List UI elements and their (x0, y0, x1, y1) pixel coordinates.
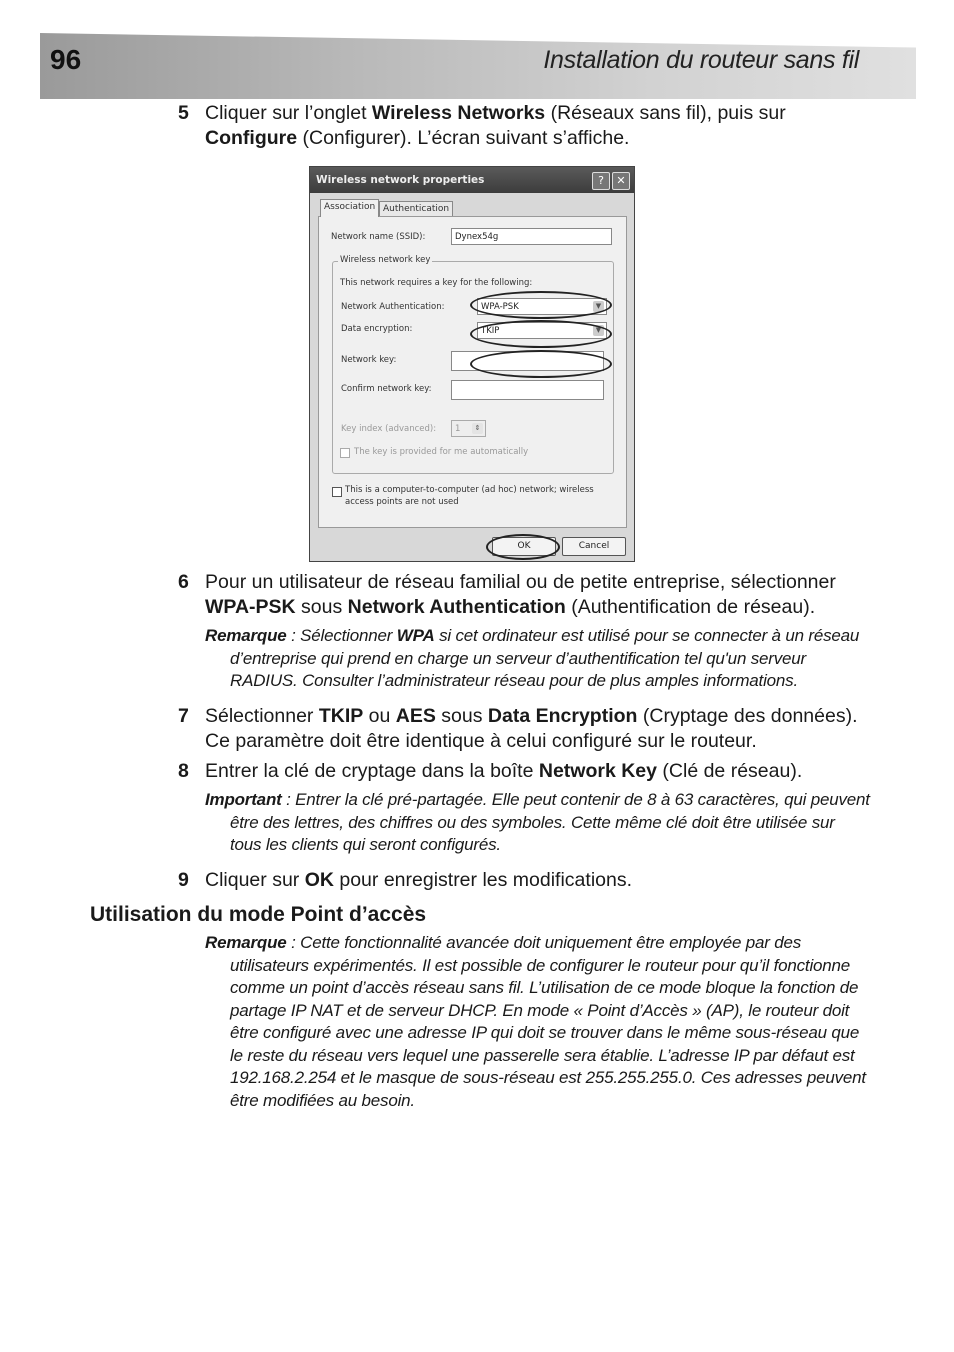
text-run: (Authentification de réseau). (565, 596, 816, 618)
text-run: Cliquer sur (205, 869, 305, 891)
group-description: This network requires a key for the following: (340, 278, 533, 288)
help-button[interactable]: ? (592, 172, 610, 190)
adhoc-checkbox[interactable] (332, 487, 342, 497)
confirm-key-label: Confirm network key: (341, 384, 432, 394)
text-run: : Entrer la clé pré-partagée. Elle peut contenir de 8 à 63 caractères, qui peuvent être des lettres, des chiffres ou des symboles. Cette même clé doit être utilisée sur tous les clients qui seront configurés. (230, 790, 870, 854)
text-run: sous (435, 705, 488, 727)
text-run: si cet ordinateur est utilisé pour se connecter à un réseau d’entreprise qui prend en charge un serveur d’authentification tel qu'un serveur RADIUS. Consulter l’administrateur réseau pour de plus amples informations. (230, 626, 860, 690)
text-run: Pour un utilisateur de réseau familial ou de petite entreprise, sélectionner (205, 571, 836, 593)
bold-term: WPA-PSK (205, 596, 296, 618)
note-label: Remarque (205, 626, 287, 645)
ssid-input[interactable]: Dynex54g (451, 228, 612, 245)
text-run: (Réseaux sans fil), puis sur (545, 102, 786, 124)
note-label: Remarque (205, 933, 287, 952)
auto-key-checkbox[interactable] (340, 448, 350, 458)
text-run: (Clé de réseau). (657, 760, 803, 782)
text-run: : Cette fonctionnalité avancée doit uniquement être employée par des utilisateurs expérimentés. Il est possible de configurer le routeur pour qu’il fonctionne comme un point d’accès réseau sans fil. L’utilisation de ce mode bloque la fonction de partage IP NAT et de serveur DHCP. En mode « Point d’Accès » (AP), le routeur doit être configuré avec une adresse IP qui doit se trouver dans le même sous-réseau que le reste du réseau vers lequel une passerelle sera établie. L’adresse IP par défaut est 192.168.2.254 et le masque de sous-réseau est 255.255.255.0. Ces adresses peuvent être modifiées au besoin. (230, 933, 866, 1110)
ok-button[interactable]: OK (492, 537, 556, 556)
text-run: ou (363, 705, 396, 727)
dialog-title: Wireless network properties (310, 167, 634, 193)
encryption-value: TKIP (481, 326, 500, 336)
step-number: 9 (178, 869, 189, 891)
confirm-key-input[interactable] (451, 380, 604, 400)
note-important-key (205, 789, 870, 857)
chapter-title: Installation du routeur sans fil (543, 46, 859, 74)
step-text (205, 101, 868, 151)
text-run: Sélectionner (205, 705, 319, 727)
bold-term: TKIP (318, 705, 364, 727)
text-run: pour enregistrer les modifications. (333, 869, 633, 891)
cancel-button[interactable]: Cancel (562, 537, 626, 556)
text-run: (Cryptage des données). Ce paramètre doit être identique à celui configuré sur le routeur. (205, 705, 858, 752)
step-8 (178, 759, 868, 784)
step-text (205, 704, 868, 754)
highlight-ellipse (470, 350, 612, 378)
page-number: 96 (50, 44, 82, 75)
close-icon[interactable]: ✕ (612, 172, 630, 190)
bold-term: Data Encryption (487, 705, 638, 727)
text-run: : Sélectionner (286, 626, 397, 645)
stepper-arrows-icon[interactable]: ⇕ (472, 423, 483, 434)
adhoc-label: This is a computer-to-computer (ad hoc) network; wireless access points are not used (345, 485, 594, 507)
step-7 (178, 704, 868, 754)
key-index-stepper[interactable] (451, 420, 486, 437)
bold-term: Network Authentication (347, 596, 566, 618)
section-heading: Utilisation du mode Point d’accès (90, 903, 427, 926)
ssid-label: Network name (SSID): (331, 232, 426, 242)
chevron-down-icon[interactable]: ▼ (593, 301, 604, 312)
key-index-value: 1 (455, 424, 461, 434)
step-number: 5 (178, 102, 189, 124)
step-text (205, 868, 868, 893)
bold-term: AES (395, 705, 436, 727)
highlight-ellipse (486, 534, 560, 560)
text-run: (Configurer). L’écran suivant s’affiche. (297, 127, 630, 149)
wireless-network-properties-dialog (309, 166, 635, 562)
tab-authentication[interactable]: Authentication (379, 201, 453, 217)
note-remarque-wpa (205, 625, 870, 693)
key-index-label: Key index (advanced): (341, 424, 437, 434)
note-remarque-access-point (205, 932, 870, 1112)
step-text (205, 570, 868, 620)
step-number: 8 (178, 760, 189, 782)
bold-term: Network Key (538, 760, 657, 782)
text-run: sous (295, 596, 348, 618)
step-number: 7 (178, 705, 189, 727)
step-5 (178, 101, 868, 151)
step-6 (178, 570, 868, 620)
chevron-down-icon[interactable]: ▼ (593, 325, 604, 336)
network-key-label: Network key: (341, 355, 397, 365)
bold-term: Configure (205, 127, 298, 149)
step-number: 6 (178, 571, 189, 593)
group-label: Wireless network key (340, 255, 431, 265)
encryption-label: Data encryption: (341, 324, 413, 334)
highlight-ellipse (470, 320, 612, 348)
bold-term: Wireless Networks (371, 102, 546, 124)
auth-label: Network Authentication: (341, 302, 445, 312)
auto-key-label: The key is provided for me automatically (354, 447, 529, 457)
bold-term: OK (304, 869, 334, 891)
step-9 (178, 868, 868, 893)
auth-value: WPA-PSK (481, 302, 519, 312)
tab-association[interactable]: Association (320, 199, 379, 217)
step-text (205, 759, 868, 784)
bold-term: WPA (396, 626, 435, 645)
text-run: Entrer la clé de cryptage dans la boîte (205, 760, 539, 782)
highlight-ellipse (470, 291, 612, 319)
note-label: Important (205, 790, 282, 809)
text-run: Cliquer sur l’onglet (205, 102, 372, 124)
